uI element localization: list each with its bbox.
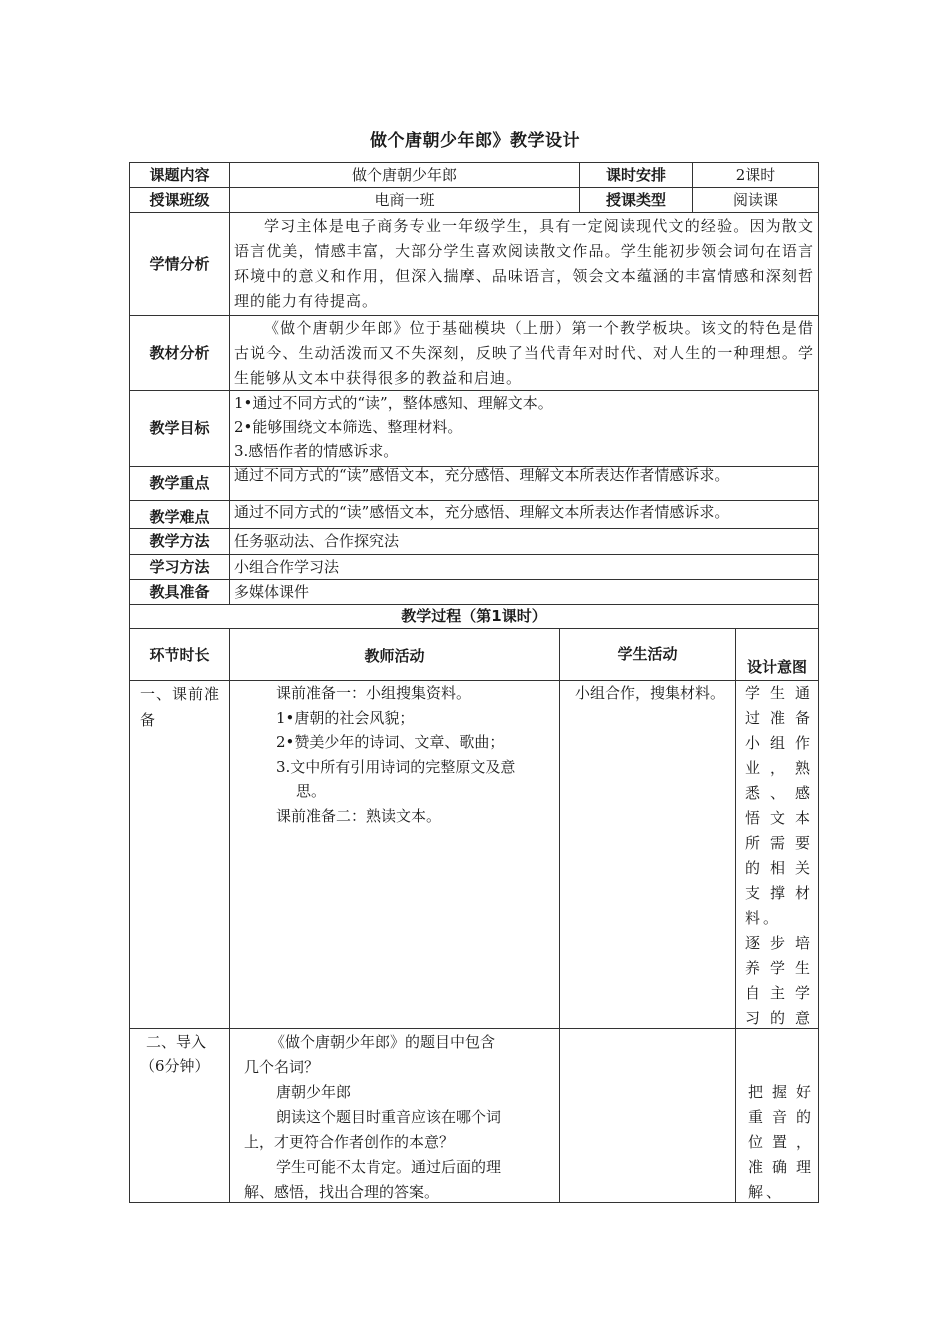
goal-list [234,391,814,466]
intent-line: 悉、感 [745,784,813,802]
intent-line: 料。 [745,909,782,927]
teacher-line: 课前准备一：小组搜集资料。 [276,684,472,702]
teacher-line: 几个名词？ [244,1058,320,1076]
class-label: 授课班级 [149,190,210,209]
col-stage-header: 环节时长 [149,646,210,664]
topic-value: 做个唐朝少年郎 [351,166,457,184]
intent-line: 养学生 [745,959,813,977]
material-analysis-text: 《做个唐朝少年郎》位于基础模块（上册）第一个教学板块。该文的特色是借古说今、生动活泼而又不失深刻，反映了当代青年对时代、对人生的一种理想。学生能够从文本中获得很多的教益和启迪。 [234,319,814,387]
teacher-line: 朗读这个题目时重音应该在哪个词 [276,1108,502,1126]
goal-item: 1•通过不同方式的“读”，整体感知、理解文本。 [234,394,553,412]
teacher-line: 思。 [296,782,327,800]
teacher-line: 课前准备二：熟读文本。 [276,806,442,825]
teacher-line: 1•唐朝的社会风貌； [276,708,415,727]
col-teacher-header: 教师活动 [364,647,425,665]
intent-line: 把握好 [748,1083,814,1101]
teacher-line: 3.文中所有引用诗词的完整原文及意 [276,757,516,776]
type-label: 授课类型 [605,190,666,209]
intent-line: 逐步培 [745,934,813,952]
intent-line: 学生通 [745,684,813,702]
difficulty-label: 教学难点 [149,508,210,526]
process-title: 教学过程（第1课时） [401,607,547,625]
intent-line: 自主学 [745,984,813,1002]
type-value: 阅读课 [732,191,778,209]
row1-stage: 一、课前准备 [140,685,220,729]
goal-label: 教学目标 [149,419,210,437]
topic-label: 课题内容 [149,165,210,184]
intent-line: 习的意 [745,1009,813,1027]
intent-line: 悟文本 [745,809,813,827]
intent-line: 过准备 [745,709,813,727]
goal-item: 2•能够围绕文本筛选、整理材料。 [234,418,463,436]
teacher-line: 学生可能不太肯定。通过后面的理 [276,1158,502,1176]
page-title: 做个唐朝少年郎》教学设计 [370,131,580,151]
row2-teacher [240,1030,554,1200]
row1-intent [745,681,813,1027]
material-analysis-label: 教材分析 [149,343,210,362]
method-text: 任务驱动法、合作探究法 [234,532,400,550]
tools-label: 教具准备 [149,582,210,601]
stage-line: 二、导入 [146,1033,207,1051]
hours-label: 课时安排 [605,165,666,184]
class-value: 电商一班 [374,191,435,209]
hours-value: 2课时 [735,166,776,184]
student-analysis-text: 学习主体是电子商务专业一年级学生，具有一定阅读现代文的经验。因为散文语言优美，情感丰富，大部分学生喜欢阅读散文作品。学生能初步领会词句在语言环境中的意义和作用，但深入揣摩、品味语言，领会文本蕴涵的丰富情感和深刻哲理的能力有待提高。 [234,217,814,310]
goal-item: 3.感悟作者的情感诉求。 [234,442,399,460]
row1-teacher [240,681,554,1021]
col-intent-header: 设计意图 [746,658,807,676]
teacher-line: 2•赞美少年的诗词、文章、歌曲； [276,733,505,751]
intent-line: 所需要 [745,834,813,852]
key-label: 教学重点 [149,474,210,492]
col-student-header: 学生活动 [617,645,678,663]
learn-label: 学习方法 [149,557,210,576]
teacher-line: 《做个唐朝少年郎》的题目中包含 [270,1033,496,1051]
key-text: 通过不同方式的“读”感悟文本，充分感悟、理解文本所表达作者情感诉求。 [234,466,730,484]
intent-line: 准确理 [748,1158,814,1176]
method-label: 教学方法 [149,532,210,550]
tools-text: 多媒体课件 [234,583,310,601]
student-analysis-label: 学情分析 [149,254,210,273]
stage-line: （6分钟） [140,1057,210,1075]
teacher-line: 解、感悟，找出合理的答案。 [244,1183,440,1200]
intent-line: 业，熟 [745,759,813,777]
intent-line: 位置， [748,1133,814,1151]
teacher-line: 唐朝少年郎 [276,1083,352,1101]
row2-student [560,1029,735,1201]
intent-line: 重音的 [748,1108,814,1126]
teacher-line: 上，才更符合作者创作的本意？ [244,1133,455,1151]
intent-line: 解、 [748,1183,785,1201]
row1-student: 小组合作，搜集材料。 [575,684,725,702]
intent-line: 的相关 [745,859,813,877]
intent-line: 小组作 [745,734,813,752]
row2-intent [748,1080,814,1202]
learn-text: 小组合作学习法 [234,558,340,576]
row2-stage [140,1030,228,1090]
intent-line: 支撑材 [745,884,813,902]
difficulty-text: 通过不同方式的“读”感悟文本，充分感悟、理解文本所表达作者情感诉求。 [234,503,730,521]
